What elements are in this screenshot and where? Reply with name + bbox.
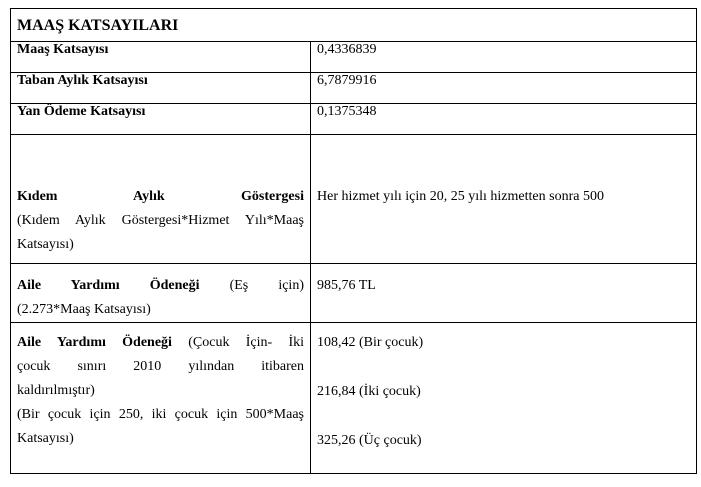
row-value-maas-katsayisi: 0,4336839 <box>311 42 697 73</box>
row-label-aile-yardimi-es <box>11 264 311 323</box>
aile-cocuk-label-line4: (Bir çocuk için 250, iki çocuk için 500*Maaş <box>17 407 304 422</box>
table-row <box>11 135 697 264</box>
aile-cocuk-label-line2: çocuk sınırı 2010 yılından itibaren <box>17 359 304 374</box>
table-row <box>11 323 697 474</box>
kidem-value: Her hizmet yılı için 20, 25 yılı hizmetten sonra 500 <box>317 189 604 204</box>
aile-cocuk-label-line3: kaldırılmıştır) <box>17 383 95 398</box>
row-value-aile-yardimi-es <box>311 264 697 323</box>
aile-cocuk-label-line5: Katsayısı) <box>17 431 74 446</box>
row-value-aile-yardimi-cocuk <box>311 323 697 474</box>
aile-cocuk-value-one-child: 108,42 (Bir çocuk) <box>317 335 424 350</box>
row-value-kidem-aylik-gostergesi <box>311 135 697 264</box>
table-row <box>11 42 697 73</box>
row-label-taban-aylik-katsayisi: Taban Aylık Katsayısı <box>11 73 311 104</box>
aile-cocuk-label-line1 <box>17 331 304 355</box>
aile-cocuk-label-suffix: (Çocuk İçin- İki <box>188 335 304 350</box>
row-value-yan-odeme-katsayisi: 0,1375348 <box>311 104 697 135</box>
aile-cocuk-value-three-children: 325,26 (Üç çocuk) <box>317 433 422 448</box>
table-row <box>11 73 697 104</box>
aile-cocuk-label-bold: Aile Yardımı Ödeneği <box>17 335 172 350</box>
row-label-aile-yardimi-cocuk <box>11 323 311 474</box>
table-title: MAAŞ KATSAYILARI <box>11 9 697 42</box>
aile-es-label-line2: (2.273*Maaş Katsayısı) <box>17 302 151 317</box>
table-row <box>11 104 697 135</box>
aile-es-label-line1 <box>17 274 304 298</box>
table-row <box>11 264 697 323</box>
aile-es-label-bold: Aile Yardımı Ödeneği <box>17 278 200 293</box>
aile-es-value: 985,76 TL <box>317 278 376 293</box>
kidem-label-note-line2: Katsayısı) <box>17 237 74 252</box>
row-label-yan-odeme-katsayisi: Yan Ödeme Katsayısı <box>11 104 311 135</box>
aile-cocuk-value-two-children: 216,84 (İki çocuk) <box>317 384 421 399</box>
row-value-taban-aylik-katsayisi: 6,7879916 <box>311 73 697 104</box>
kidem-label-note-line1: (Kıdem Aylık Göstergesi*Hizmet Yılı*Maaş <box>17 213 304 228</box>
row-label-maas-katsayisi: Maaş Katsayısı <box>11 42 311 73</box>
row-label-kidem-aylik-gostergesi <box>11 135 311 264</box>
kidem-label-bold: Kıdem Aylık Göstergesi <box>17 189 304 204</box>
salary-coefficients-table <box>10 8 697 474</box>
aile-es-label-suffix: (Eş için) <box>229 278 304 293</box>
